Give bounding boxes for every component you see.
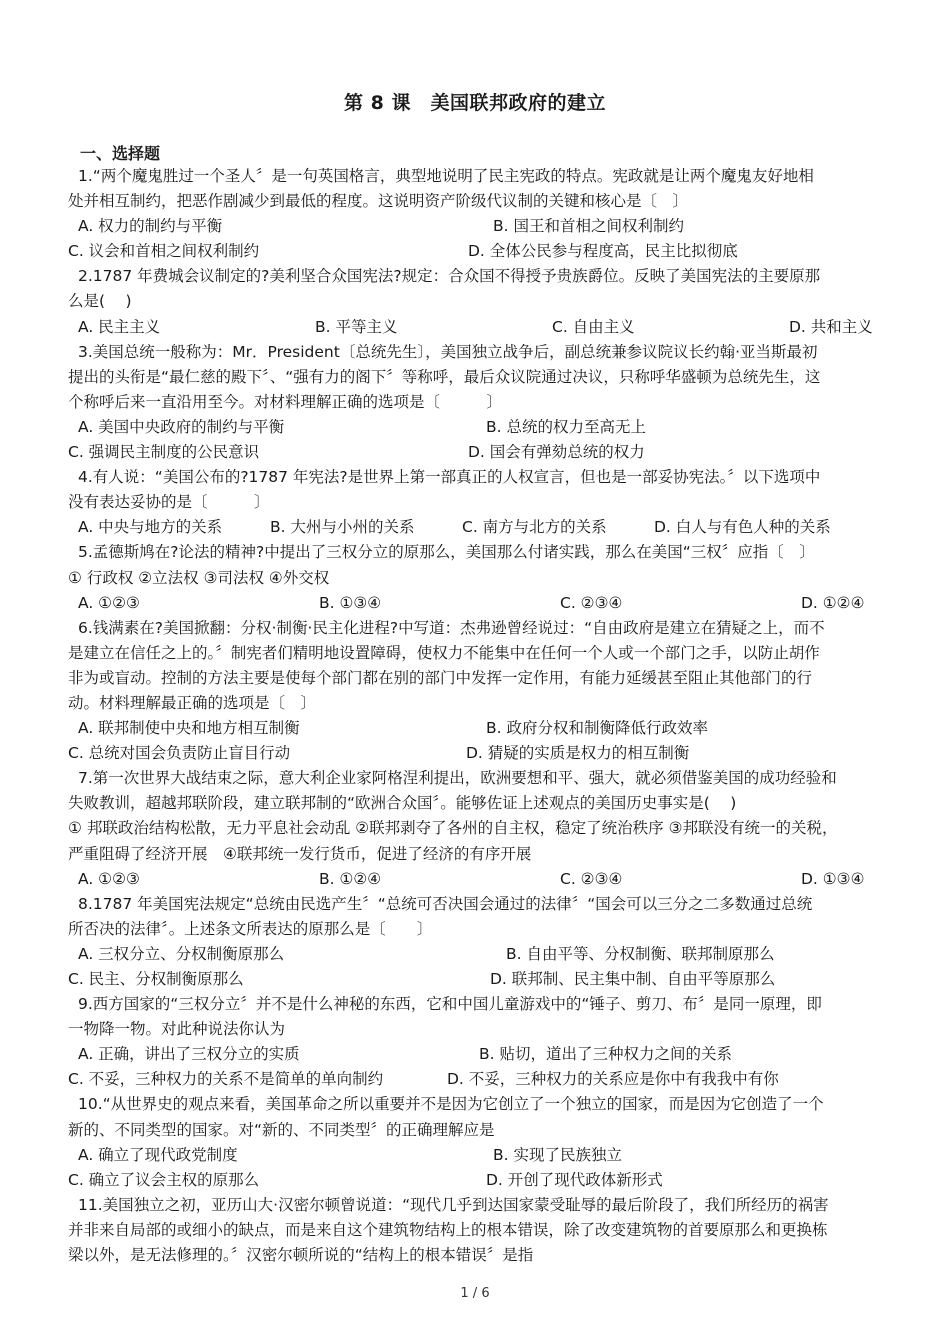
option-b: B. 大州与小州的关系 (270, 518, 415, 537)
options-row (68, 315, 884, 340)
question-9 (68, 992, 884, 1092)
option-b: B. 国王和首相之间权利制约 (493, 217, 684, 236)
option-b: B. 政府分权和制衡降低行政效率 (486, 719, 708, 738)
option-c: C. 议会和首相之间权利制约 (68, 242, 260, 261)
option-a: A. 正确，讲出了三权分立的实质 (78, 1045, 300, 1064)
options-row (68, 741, 884, 766)
option-a: A. 权力的制约与平衡 (78, 217, 223, 236)
option-c: C. 总统对国会负责防止盲目行动 (68, 744, 291, 763)
question-text: 7.第一次世界大战结束之际，意大利企业家阿格涅利提出，欧洲要想和平、强大，就必须借鉴美国的成功经验和 (78, 769, 837, 788)
option-a: A. ①②③ (78, 869, 140, 888)
option-b: B. ①②④ (319, 869, 382, 888)
option-d: D. 开创了现代政体新形式 (486, 1170, 663, 1189)
question-text: 新的、不同类型的国家。对“新的、不同类型〞的正确理解应是 (68, 1120, 495, 1139)
option-d: D. 猜疑的实质是权力的相互制衡 (466, 744, 690, 763)
question-text: 并非来自局部的或细小的缺点，而是来自这个建筑物结构上的根本错误，除了改变建筑物的首要原那么和更换栋 (68, 1220, 828, 1239)
question-text: 提出的头衔是“最仁慈的殿下〞、“强有力的阁下〞等称呼，最后众议院通过决议，只称呼华盛顿为总统先生，这 (68, 367, 821, 386)
question-5 (68, 540, 884, 615)
option-a: A. 中央与地方的关系 (78, 518, 223, 537)
option-a: A. 美国中央政府的制约与平衡 (78, 417, 285, 436)
option-c: C. 民主、分权制衡原那么 (68, 970, 244, 988)
options-row (68, 1143, 884, 1168)
section-heading: 一、选择题 (80, 144, 161, 163)
question-text: 3.美国总统一般称为：Mr．President〔总统先生〕，美国独立战争后，副总统兼参议院议长约翰·亚当斯最初 (78, 342, 818, 361)
question-3 (68, 340, 884, 465)
question-2 (68, 264, 884, 339)
question-text: 4.有人说：“美国公布的?1787 年宪法?是世界上第一部真正的人权宣言，但也是一部妥协宪法。〞以下选项中 (78, 468, 821, 487)
option-c: C. 自由主义 (552, 317, 635, 336)
option-c: C. ②③④ (560, 869, 623, 888)
options-row (68, 515, 884, 540)
question-text: 所否决的法律〞。上述条文所表达的原那么是〔 〕 (68, 919, 433, 938)
option-c: C. ②③④ (560, 593, 623, 612)
option-d: D. 白人与有色人种的关系 (654, 518, 831, 537)
option-b: B. 贴切，道出了三种权力之间的关系 (479, 1045, 732, 1064)
option-a: A. 民主主义 (78, 317, 161, 336)
option-c: C. 南方与北方的关系 (462, 518, 607, 537)
question-text: 1.“两个魔鬼胜过一个圣人〞是一句英国格言，典型地说明了民主宪政的特点。宪政就是让两个魔鬼友好地相 (78, 167, 814, 185)
option-d: D. 国会有弹劾总统的权力 (468, 443, 645, 462)
question-list (68, 164, 884, 1268)
question-text: 动。材料理解最正确的选项是〔 〕 (68, 693, 317, 712)
option-a: A. 联邦制使中央和地方相互制衡 (78, 719, 300, 738)
question-text: 严重阻碍了经济开展 ④联邦统一发行货币，促进了经济的有序开展 (68, 844, 532, 863)
question-text: ① 行政权 ②立法权 ③司法权 ④外交权 (68, 568, 330, 587)
question-text: 2.1787 年费城会议制定的?美利坚合众国宪法?规定：合众国不得授予贵族爵位。反映了美国宪法的主要原那 (78, 267, 821, 286)
option-b: B. ①③④ (319, 593, 382, 612)
options-row (68, 415, 884, 440)
page-number: 1 / 6 (460, 1286, 490, 1301)
options-row (68, 967, 884, 992)
question-7 (68, 766, 884, 891)
options-row (68, 591, 884, 616)
question-text: 5.孟德斯鸠在?论法的精神?中提出了三权分立的原那么，美国那么付诸实践，那么在美国“三权〞应指〔 〕 (78, 543, 815, 562)
question-8 (68, 892, 884, 992)
option-a: A. ①②③ (78, 593, 140, 612)
option-c: C. 不妥，三种权力的关系不是简单的单向制约 (68, 1070, 384, 1089)
question-4 (68, 465, 884, 540)
question-1 (68, 164, 884, 264)
page-title: 第 8 课 美国联邦政府的建立 (344, 92, 606, 114)
option-d: D. ①②④ (801, 593, 865, 612)
option-b: B. 实现了民族独立 (493, 1145, 622, 1164)
option-d: D. 全体公民参与程度高，民主比拟彻底 (468, 242, 738, 261)
question-text: 个称呼后来一直沿用至今。对材料理解正确的选项是〔 〕 (68, 392, 503, 411)
option-a: A. 三权分立、分权制衡原那么 (78, 944, 285, 963)
options-row (68, 716, 884, 741)
question-text: 处并相互制约，把恶作剧减少到最低的程度。这说明资产阶级代议制的关键和核心是〔 〕 (68, 192, 689, 211)
question-11 (68, 1193, 884, 1268)
options-row (68, 1042, 884, 1067)
question-text: 失败教训，超越邦联阶段，建立联邦制的“欧洲合众国〞。能够佐证上述观点的美国历史事实是( ) (68, 794, 737, 813)
question-text: 10.“从世界史的观点来看，美国革命之所以重要并不是因为它创立了一个独立的国家，而是因为它创造了一个 (78, 1095, 824, 1114)
option-d: D. 共和主义 (789, 317, 873, 336)
question-text: 是建立在信任之上的。〞制宪者们精明地设置障碍，使权力不能集中在任何一个人或一个部门之手，以防止胡作 (68, 643, 820, 662)
options-row (68, 440, 884, 465)
question-text: 非为或盲动。控制的方法主要是使每个部门都在别的部门中发挥一定作用，有能力延缓甚至阻止其他部门的行 (68, 668, 813, 687)
option-d: D. 联邦制、民主集中制、自由平等原那么 (490, 970, 776, 988)
options-row (68, 239, 884, 264)
question-text: 8.1787 年美国宪法规定“总统由民选产生〞“总统可否决国会通过的法律〞“国会可以三分之二多数通过总统 (78, 894, 813, 913)
option-b: B. 自由平等、分权制衡、联邦制原那么 (506, 944, 775, 963)
question-text: 9.西方国家的“三权分立〞并不是什么神秘的东西，它和中国儿童游戏中的“锤子、剪刀、布〞是同一原理，即 (78, 995, 822, 1014)
option-d: D. 不妥，三种权力的关系应是你中有我我中有你 (447, 1070, 779, 1089)
question-6 (68, 616, 884, 767)
question-text: 一物降一物。对此种说法你认为 (68, 1020, 286, 1039)
question-10 (68, 1092, 884, 1192)
option-d: D. ①③④ (801, 869, 865, 888)
question-text: 11.美国独立之初，亚历山大·汉密尔顿曾说道：“现代几乎到达国家蒙受耻辱的最后阶段了，我们所经历的祸害 (78, 1195, 829, 1214)
options-row (68, 1168, 884, 1193)
question-text: 么是( ) (68, 292, 132, 311)
option-a: A. 确立了现代政党制度 (78, 1145, 238, 1164)
options-row (68, 214, 884, 239)
option-c: C. 确立了议会主权的原那么 (68, 1170, 260, 1189)
options-row (68, 1067, 884, 1092)
question-text: 梁以外，是无法修理的。〞汉密尔顿所说的“结构上的根本错误〞是指 (68, 1246, 534, 1265)
option-c: C. 强调民主制度的公民意识 (68, 443, 260, 462)
option-b: B. 总统的权力至高无上 (486, 417, 646, 436)
question-text: ① 邦联政治结构松散，无力平息社会动乱 ②联邦剥夺了各州的自主权，稳定了统治秩序 ③邦联没有统一的关税， (68, 819, 838, 838)
options-row (68, 942, 884, 967)
options-row (68, 867, 884, 892)
question-text: 6.钱满素在?美国掀翻：分权·制衡·民主化进程?中写道：杰弗逊曾经说过：“自由政府是建立在猜疑之上，而不 (78, 618, 825, 637)
question-text: 没有表达妥协的是〔 〕 (68, 493, 270, 512)
option-b: B. 平等主义 (315, 317, 398, 336)
